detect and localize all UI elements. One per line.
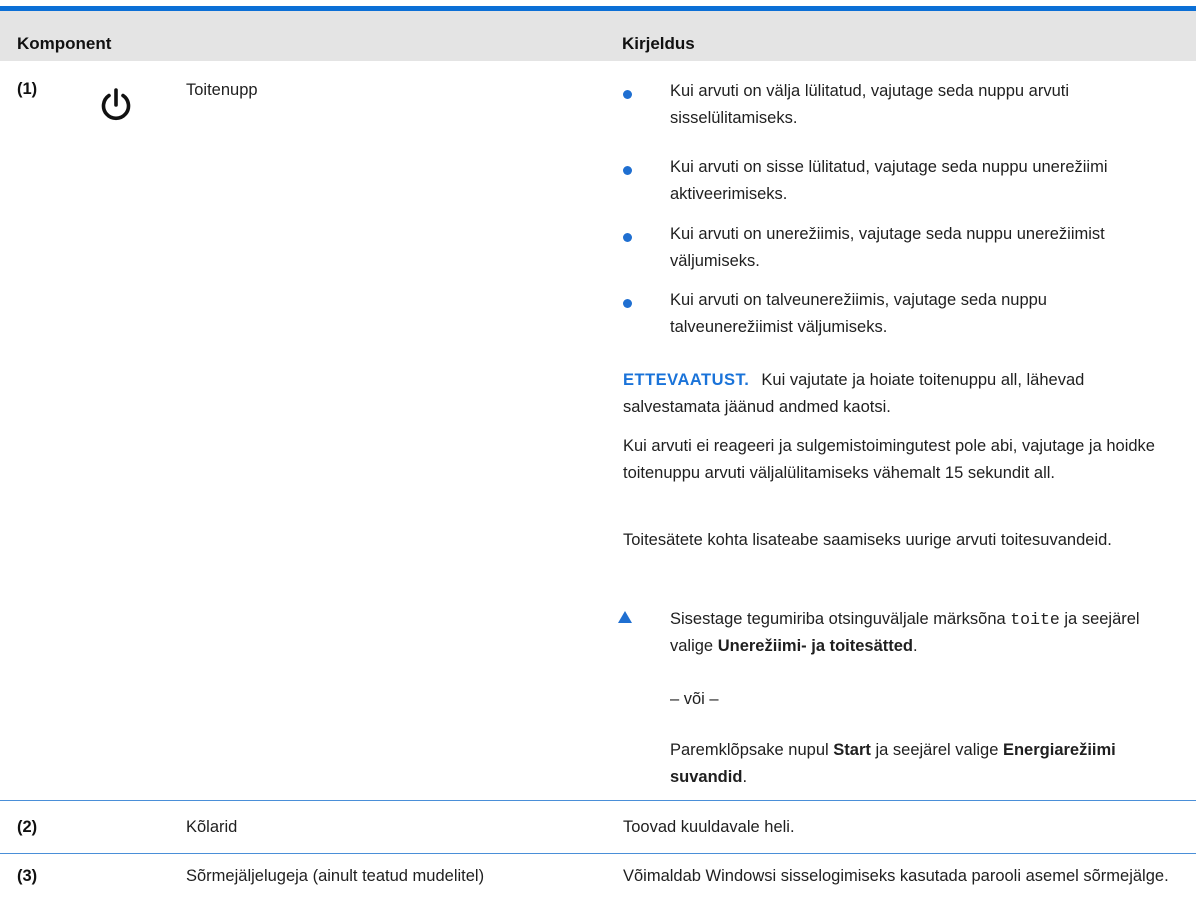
bullet-icon	[623, 90, 632, 99]
table-header	[0, 11, 1196, 61]
component-name: Toitenupp	[186, 81, 258, 99]
component-description: Võimaldab Windowsi sisselogimiseks kasutada parooli asemel sõrmejälge.	[623, 867, 1169, 885]
component-name: Sõrmejäljelugeja (ainult teatud mudelitel)	[186, 867, 485, 885]
power-icon	[99, 88, 133, 122]
step-text	[670, 606, 1170, 660]
bullet-icon	[623, 166, 632, 175]
caution-text: Kui vajutate ja hoiate toitenuppu all, lähevad salvestamata jäänud andmed kaotsi.	[623, 371, 1085, 416]
step-text-part: .	[913, 637, 918, 655]
or-separator: – või –	[670, 690, 719, 708]
bullet-icon	[623, 233, 632, 242]
alt-text-part: Paremklõpsake nupul	[670, 741, 829, 759]
paragraph: Kui arvuti ei reageeri ja sulgemistoimingutest pole abi, vajutage ja hoidke toitenuppu arvuti väljalülitamiseks vähemalt 15 sekundit all.	[623, 437, 1155, 482]
alt-bold: Energiarežiimi suvandid	[670, 741, 1116, 786]
alt-step-text	[670, 737, 1150, 791]
step-bold: Unerežiimi- ja toitesätted	[717, 637, 914, 655]
alt-bold: Start	[833, 741, 871, 759]
step-triangle-icon	[618, 611, 632, 623]
caution-note	[623, 367, 1183, 421]
row-number: (3)	[17, 867, 38, 885]
bullet-text: Kui arvuti on välja lülitatud, vajutage seda nuppu arvuti sisselülitamiseks.	[670, 82, 1070, 127]
step-text-part: Sisestage tegumiriba otsinguväljale märksõna	[670, 610, 1006, 628]
caution-label: ETTEVAATUST.	[623, 371, 750, 389]
row-divider	[0, 800, 1196, 801]
step-text-part: ja seejärel valige	[670, 610, 1140, 655]
bullet-text: Kui arvuti on talveunerežiimis, vajutage seda nuppu talveunerežiimist väljumiseks.	[670, 291, 1047, 336]
bullet-text: Kui arvuti on sisse lülitatud, vajutage seda nuppu unerežiimi aktiveerimiseks.	[670, 158, 1108, 203]
row-number: (1)	[17, 80, 38, 98]
paragraph: Toitesätete kohta lisateabe saamiseks uurige arvuti toitesuvandeid.	[623, 531, 1112, 549]
component-description: Toovad kuuldavale heli.	[623, 818, 795, 836]
bullet-text: Kui arvuti on unerežiimis, vajutage seda nuppu unerežiimist väljumiseks.	[670, 225, 1105, 270]
step-code: toite	[1010, 610, 1060, 629]
header-kirjeldus: Kirjeldus	[622, 34, 695, 53]
bullet-icon	[623, 299, 632, 308]
header-komponent: Komponent	[17, 34, 112, 53]
row-number: (2)	[17, 818, 38, 836]
row-divider	[0, 853, 1196, 854]
alt-text-part: ja seejärel valige	[875, 741, 999, 759]
alt-text-part: .	[742, 768, 748, 786]
component-name: Kõlarid	[186, 818, 238, 836]
